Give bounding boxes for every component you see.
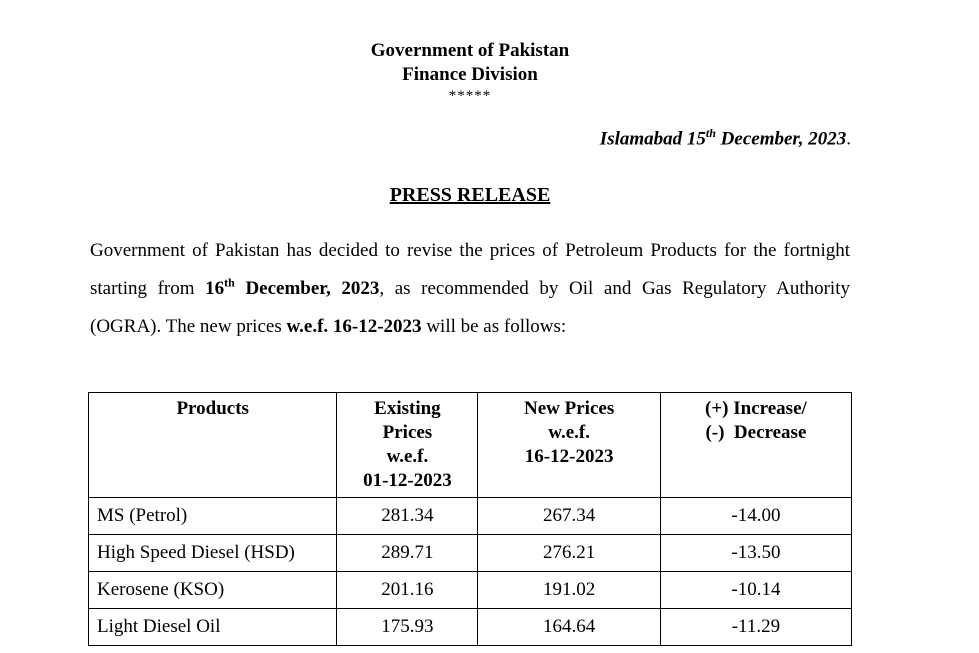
product-name: Kerosene (KSO) bbox=[89, 572, 337, 609]
release-paragraph bbox=[90, 232, 850, 346]
header-existing-line: w.e.f. bbox=[386, 446, 429, 467]
table-header-row bbox=[89, 393, 852, 498]
dateline-period: . bbox=[846, 128, 851, 150]
para-text-2: , as recommended by Oil and Gas Regulatory Authority (OGRA). The new prices bbox=[90, 278, 850, 337]
header-existing-line: Prices bbox=[382, 422, 433, 443]
header-change bbox=[660, 393, 851, 498]
existing-price: 281.34 bbox=[337, 498, 478, 535]
para-date-month: December, 2023 bbox=[234, 278, 380, 299]
new-price: 276.21 bbox=[478, 535, 660, 572]
header-products: Products bbox=[89, 393, 337, 498]
para-wef: w.e.f. 16-12-2023 bbox=[286, 316, 422, 337]
price-change: -14.00 bbox=[660, 498, 851, 535]
price-change: -13.50 bbox=[660, 535, 851, 572]
existing-price: 289.71 bbox=[337, 535, 478, 572]
header-new-line: New Prices bbox=[524, 398, 615, 419]
table-row bbox=[89, 498, 852, 535]
new-price: 164.64 bbox=[478, 609, 660, 646]
para-text-1: Government of Pakistan has decided to revise the prices of Petroleum Products for the fortnight starting from bbox=[90, 240, 850, 299]
header-division: Finance Division bbox=[402, 64, 538, 85]
dateline bbox=[600, 126, 851, 150]
dateline-month-year: December, 2023 bbox=[715, 128, 847, 150]
header-government: Government of Pakistan bbox=[370, 40, 570, 61]
price-change: -11.29 bbox=[660, 609, 851, 646]
header-change-line: (+) Increase/ bbox=[705, 398, 807, 419]
existing-price: 175.93 bbox=[337, 609, 478, 646]
product-name: Light Diesel Oil bbox=[89, 609, 337, 646]
press-release-title: PRESS RELEASE bbox=[389, 184, 551, 206]
header-existing-line: Existing bbox=[374, 398, 441, 419]
price-table bbox=[88, 392, 852, 646]
header-existing-prices bbox=[337, 393, 478, 498]
table-row bbox=[89, 609, 852, 646]
header-new-line: 16-12-2023 bbox=[524, 446, 614, 467]
price-change: -10.14 bbox=[660, 572, 851, 609]
existing-price: 201.16 bbox=[337, 572, 478, 609]
header-existing-line: 01-12-2023 bbox=[363, 470, 452, 491]
product-name: High Speed Diesel (HSD) bbox=[89, 535, 337, 572]
para-date-day: 16 bbox=[205, 278, 225, 299]
new-price: 191.02 bbox=[478, 572, 660, 609]
para-text-3: will be as follows: bbox=[421, 316, 567, 337]
header-new-line: w.e.f. bbox=[548, 422, 590, 443]
dateline-place-day: Islamabad 15 bbox=[599, 128, 706, 150]
para-date-suffix: th bbox=[224, 275, 235, 290]
header-new-prices bbox=[478, 393, 660, 498]
header-change-line: (-) Decrease bbox=[705, 422, 807, 443]
table-row bbox=[89, 572, 852, 609]
new-price: 267.34 bbox=[478, 498, 660, 535]
dateline-day-suffix: th bbox=[705, 126, 716, 140]
header-separator: ***** bbox=[448, 88, 492, 104]
table-row bbox=[89, 535, 852, 572]
product-name: MS (Petrol) bbox=[89, 498, 337, 535]
